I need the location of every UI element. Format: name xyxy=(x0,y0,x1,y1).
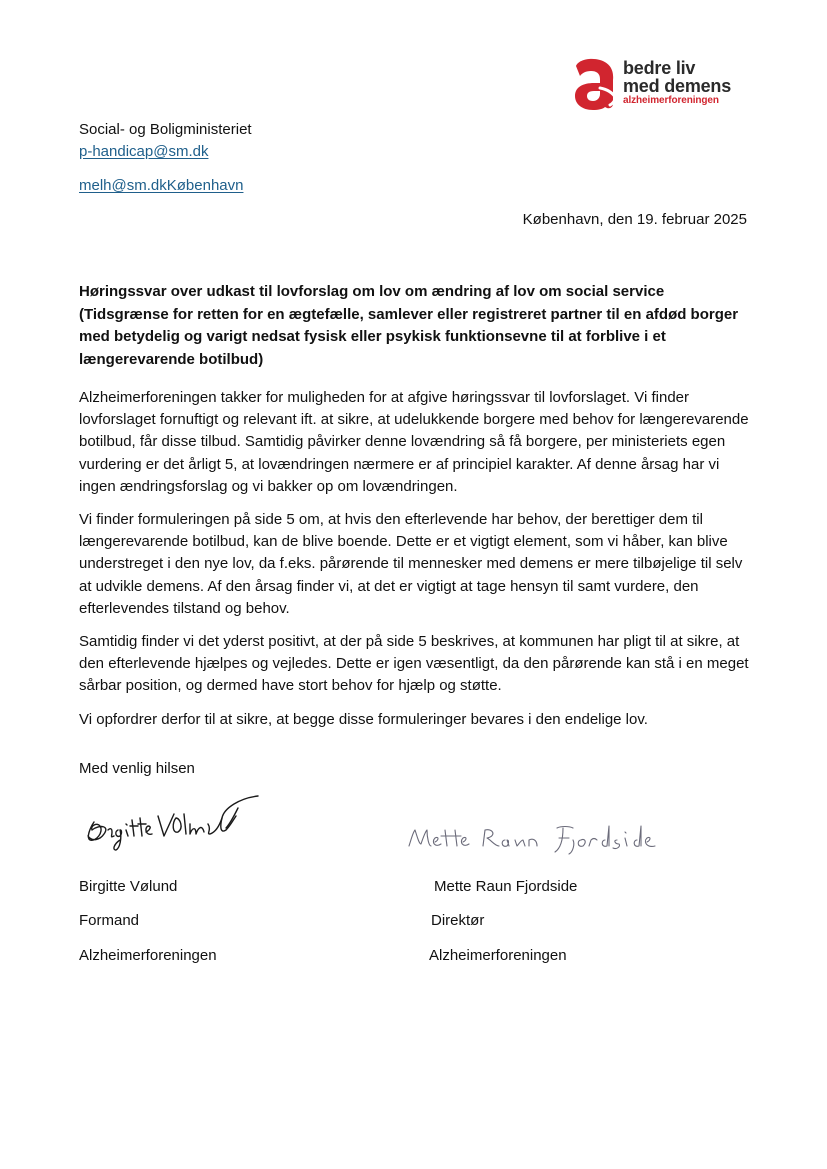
signatory-title: Formand xyxy=(79,912,140,929)
signature-mette xyxy=(405,818,660,858)
letter-body xyxy=(79,387,751,742)
recipient-name: Social- og Boligministeriet xyxy=(79,121,252,138)
email-link-2[interactable]: melh@sm.dkKøbenhavn xyxy=(79,177,244,194)
letter-date: København, den 19. februar 2025 xyxy=(522,211,747,228)
email-link-1[interactable]: p-handicap@sm.dk xyxy=(79,143,209,160)
recipient-block xyxy=(79,119,252,197)
logo-line-2: med demens xyxy=(623,76,732,96)
closing-text: Med venlig hilsen xyxy=(79,760,195,777)
logo-line-1: bedre liv xyxy=(623,58,696,78)
paragraph-1: Alzheimerforeningen takker for muligheden for at afgive høringssvar til lovforslaget. Vi finder lovforslaget fornuftigt og relevant ift. at sikre, at udelukkende borgere med behov for længerevarende botilbud, får disse tilbud. Samtidig påvirker denne lovændring så få borgere, per ministeriets egen vurdering er det årligt 5, at lovændringen nærmere er af principiel karakter. Af denne årsag har vi ingen ændringsforslag og vi bakker op om lovændringen. xyxy=(79,389,749,495)
paragraph-4: Vi opfordrer derfor til at sikre, at begge disse formuleringer bevares i den endelige lov. xyxy=(79,710,648,728)
paragraph-3: Samtidig finder vi det yderst positivt, at der på side 5 beskrives, at kommunen har pligt til at sikre, at den efterlevende hjælpes og vejledes. Dette er igen væsentligt, da den pårørende kan stå i en meget sårbar position, og dermed have stort behov for hjælp og støtte. xyxy=(79,633,749,695)
signature-birgitte xyxy=(80,794,270,858)
alzheimer-logo-icon xyxy=(572,58,618,110)
signatory-org: Alzheimerforeningen xyxy=(79,947,217,964)
signatory-org: Alzheimerforeningen xyxy=(429,947,567,964)
signatory-name: Birgitte Vølund xyxy=(79,878,178,895)
paragraph-2: Vi finder formuleringen på side 5 om, at hvis den efterlevende har behov, der berettiger dem til længerevarende botilbud, kan de blive boende. Dette er et vigtigt element, som vi håber, kan blive understreget i den nye lov, da f.eks. pårørende til mennesker med demens er mere tilbøjelige til selv at udvikle demens. Af den årsag finder vi, at det er vigtigt at tage hensyn til samt vurdere, den efterlevendes tilstand og behov. xyxy=(79,511,743,617)
letter-heading: Høringssvar over udkast til lovforslag om lov om ændring af lov om social service (Tidsgrænse for retten for en ægtefælle, samlever eller registreret partner til en afdød borger med betydelig og varigt nedsat fysisk eller psykisk funktionsevne til at forblive i et længerevarende botilbud) xyxy=(79,283,739,368)
signatory-name: Mette Raun Fjordside xyxy=(434,878,578,895)
signatory-title: Direktør xyxy=(431,912,485,929)
logo xyxy=(572,58,762,114)
logo-line-3: alzheimerforeningen xyxy=(623,95,719,106)
